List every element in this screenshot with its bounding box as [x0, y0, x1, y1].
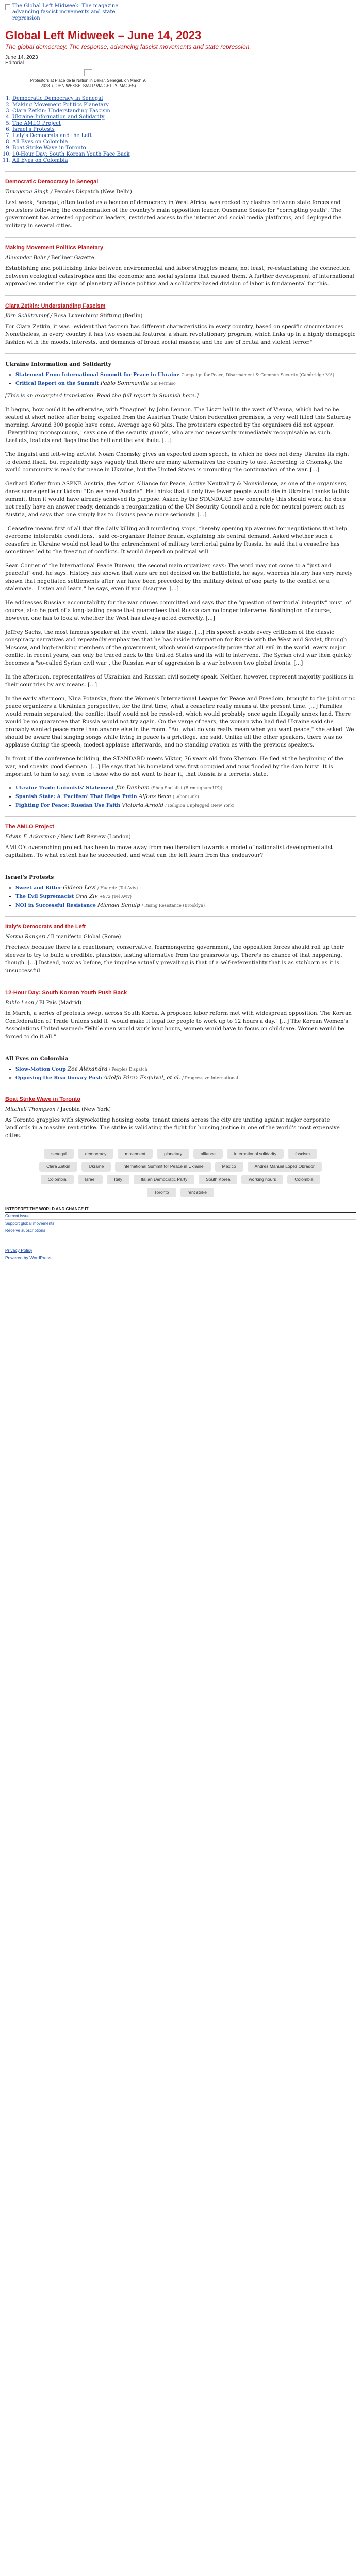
author: Norma Rangeri — [5, 934, 46, 940]
list-item — [15, 893, 356, 900]
section-title-colombia: All Eyes on Colombia — [5, 1056, 69, 1062]
tag[interactable]: fascism — [288, 1149, 317, 1159]
tag[interactable]: Israel — [78, 1175, 103, 1184]
paragraph: Last week, Senegal, often touted as a beacon of democracy in West Africa, was rocked by clashes between state forces and protesters following the condemnation of the country's main opposition leader, Ousmane Sonko for "corrupting youth". The government has arrested opposition leaders, restricted access to the internet and social media platforms, and deployed the military in several cities. — [5, 199, 342, 229]
publication: El País (Madrid) — [39, 1000, 82, 1006]
broken-image-icon — [5, 4, 10, 10]
translation-note: [This is an excerpted translation. Read the full report in Spanish here.] — [5, 393, 199, 399]
tag[interactable]: Andrés Manuel López Obrador — [248, 1162, 322, 1172]
site-logo[interactable] — [5, 3, 361, 22]
author: Pablo Leon — [5, 1000, 35, 1006]
toc-item[interactable]: 11. All Eyes on Colombia — [12, 158, 361, 164]
tag[interactable]: planetary — [157, 1149, 189, 1159]
paragraph: Gerhard Kofler from ASPNB Austria, the Action Alliance for Peace, Active Neutrality & Nonviolence, as one of the organisers, dares some gentle criticism: "Do we need Austria". He thinks that if only five fewer people would die in Ukraine thanks to this summit, then it would have already achieved its purpose. Asked by the STANDARD how concretely this should work, he does not really have an answer ready, demands a reorganization of the UN Security Council and a role for neutral powers such as Austria, and says that one simply has to discuss peace more seriously. [...] — [5, 481, 349, 518]
tag[interactable]: international solidarity — [227, 1149, 284, 1159]
article-link[interactable]: Opposing the Reactionary Push — [15, 1075, 102, 1081]
link-source: / Haaretz (Tel Aviv) — [97, 886, 138, 890]
link-source: Campaign for Peace, Disarmament & Common Security (Cambridge MA) — [181, 372, 335, 377]
hero-figure — [29, 69, 147, 89]
divider — [5, 171, 356, 172]
article-link[interactable]: Fighting For Peace: Russian Use Faith — [15, 803, 121, 808]
byline: Mitchell Thompson / Jacobin (New York) — [5, 1107, 111, 1112]
tag[interactable]: democracy — [78, 1149, 114, 1159]
paragraph: Precisely because there is a reactionary, conservative, fearmongering government, the opposition forces should roll up their sleeves to try to build a credible, plausible, lasting alternative from the grassroots up. There's no chance of that happening, though. [...] Instead, now as before, the impulse actually prevailing is that of a self-referentiality that is as stubborn as it is unsuccessful. — [5, 944, 344, 974]
paragraph: In front of the conference building, the STANDARD meets Viktor, 76 years old from Kherson. He fled at the beginning of the war, and speaks good German. [...] He says that his homeland was first occupied and now flooded by the dam burst. It is important to him to say, even to those who do not want to hear it, that Russia is a terrorist state. — [5, 756, 343, 777]
publication: Jacobin (New York) — [60, 1107, 111, 1112]
link-source: (Shop Socialist (Birmingham UK)) — [151, 786, 223, 790]
paragraph: Establishing and politicizing links between environmental and labor struggles means, not least, re-establishing the connection between ecological catastrophes and the economic and social systems that caused them. A further development of international approaches under the sign of planetary alliance politics and a solidarity-based division of labor is fundamental for this. — [5, 265, 354, 287]
privacy-policy-link[interactable]: Privacy Policy — [5, 1248, 32, 1253]
paragraph: In March, a series of protests swept across South Korea. A proposed labor reform met with widespread opposition. The Korean Confederation of Trade Unions said it "would make it legal for people to work up to 12 hours a day." [...] The Korean Women's Associations United warned: "While men would work long hours, women would have to focus on childcare. Women would be forced to do it all." — [5, 1010, 352, 1040]
list-item — [15, 1075, 356, 1081]
divider — [5, 916, 356, 917]
page — [0, 0, 361, 1262]
byline: Pablo Leon / El País (Madrid) — [5, 1000, 82, 1006]
editorial-label: Editorial — [5, 60, 24, 66]
divider — [5, 237, 356, 238]
article-link[interactable]: Critical Report on the Summit — [15, 381, 99, 386]
toc-item[interactable]: 7. Italy's Democrats and the Left — [12, 133, 361, 139]
author: Edwin F. Ackerman — [5, 834, 56, 840]
paragraph: AMLO's overarching project has been to move away from neoliberalism towards a model of nationalist developmentalist capitalism. To what extent has he succeeded, and what can the left learn from this endeavour? — [5, 844, 333, 858]
widget-link[interactable]: Current issue — [5, 1213, 356, 1220]
section-title-zetkin[interactable]: Clara Zetkin: Understanding Fascism — [5, 303, 106, 309]
divider — [5, 816, 356, 817]
toc-item[interactable]: 9. Boat Strike Wave in Toronto — [12, 145, 361, 151]
section-title-israel: Israel's Protests — [5, 874, 54, 880]
link-list — [5, 785, 356, 809]
byline: Tanagerza Singh / Peoples Dispatch (New Delhi) — [5, 189, 132, 195]
widget-link[interactable]: Receive subscriptions — [5, 1227, 356, 1234]
link-speaker: Alfons Bech — [138, 793, 171, 800]
tag[interactable]: Italy — [107, 1175, 129, 1184]
publication: Berliner Gazette — [51, 255, 94, 261]
paragraph: He addresses Russia's accountability for the war crimes committed and says that the "question of territorial integrity" must, of course, also be part of a long-lasting peace that guarantees that Russia can no longer intervene. Boothington of course, however, one has to look at whether the West has always acted correctly. [...] — [5, 600, 351, 621]
link-speaker: Adolfo Pérez Esquivel, et al. — [103, 1075, 181, 1081]
link-speaker: Jim Denham — [116, 785, 150, 791]
tag[interactable]: Mexico — [215, 1162, 243, 1172]
link-source: / Religion Unplugged (New York) — [165, 803, 235, 808]
issue-date: June 14, 2023 — [5, 55, 38, 60]
toc-item[interactable]: 6. Israel's Protests — [12, 127, 361, 133]
link-source: / Peoples Dispatch — [109, 1067, 147, 1072]
toc-item[interactable]: 2. Making Movement Politics Planetary — [12, 102, 361, 108]
link-source: / Rising Resistance (Brooklyn) — [141, 903, 205, 908]
toc-item[interactable]: 1. Democratic Democracy in Senegal — [12, 96, 361, 102]
article-link[interactable]: Ukraine Trade Unionists' Statement — [15, 785, 114, 791]
section-title-italy[interactable]: Italy's Democrats and the Left — [5, 924, 86, 930]
paragraph: Jeffrey Sachs, the most famous speaker at the event, takes the stage. [...] His speech avoids every criticism of the classic conspiracy narratives and repeatedly emphasizes that he has inside information for Russia with the West and Soviet, through Moscow, and high-ranking members of the government, which would supposedly prove that all evil in the world, every major conflict in recent years, can only be traced back to the United States and its will to intervene. The Syrian civil war then quickly becomes a "so-called Syrian civil war", the Russian war of aggression is a war between two global fronts. [...] — [5, 629, 352, 666]
article-link[interactable]: NOI in Successful Resistance — [15, 903, 96, 908]
tag[interactable]: Colombia — [287, 1175, 320, 1184]
section-title-ukraine: Ukraine Information and Solidarity — [5, 361, 111, 367]
list-item — [15, 371, 356, 378]
link-list — [5, 885, 356, 909]
link-source: / Progressive International — [182, 1076, 238, 1080]
list-item — [15, 1066, 356, 1073]
tag[interactable]: rent strike — [180, 1188, 214, 1197]
paragraph: The linguist and left-wing activist Noam Chomsky gives an expected zoom speech, in which he does not deny Ukraine its right to defend itself, but repeatedly says vaguely that there are many alternatives the country to use. According to Chomsky, the world community is ready for peace in Ukraine, but the United States is promoting the continuation of the war. [...] — [5, 451, 350, 473]
tag[interactable]: Ukraine — [81, 1162, 111, 1172]
section-title-toronto[interactable]: Boat Strike Wave in Toronto — [5, 1096, 81, 1103]
section-title-senegal[interactable]: Democratic Democracy in Senegal — [5, 179, 99, 185]
tag-cloud — [5, 1149, 356, 1197]
tag[interactable]: working hours — [241, 1175, 283, 1184]
link-speaker: Michael Schulp — [97, 902, 140, 908]
author: Mitchell Thompson — [5, 1107, 56, 1112]
hero-caption: Protestors at Place de la Nation in Dakar, Senegal, on March 9, 2023. (JOHN WESSELS/AFP VIA GETTY IMAGES) — [30, 78, 146, 88]
link-source: +972 (Tel Aviv) — [99, 894, 132, 899]
publication: New Left Review (London) — [61, 834, 131, 840]
paragraph: For Clara Zetkin, it was "evident that fascism has different characteristics in every country, based on specific circumstances. Nonetheless, in every country it has two essential features: a sham revolutionary program, which links up in a highly demagogic fashion with the moods, interests, and demands of broad social masses; and the use of brutal and violent terror." — [5, 324, 356, 345]
link-speaker: Orel Ziv — [75, 893, 98, 900]
section-title-korea[interactable]: 12-Hour Day: South Korean Youth Push Back — [5, 990, 127, 996]
tag[interactable]: senegal — [44, 1149, 74, 1159]
list-item — [15, 802, 356, 809]
list-item — [15, 885, 356, 891]
tag[interactable]: Clara Zetkin — [39, 1162, 77, 1172]
author: Tanagerza Singh — [5, 189, 50, 195]
tag[interactable]: movement — [118, 1149, 153, 1159]
paragraph: As Toronto grapples with skyrocketing housing costs, tenant unions across the city are uniting against major corporate landlords in a massive rent strike. The strike is validating the fight for housing justice in one of the world's most expensive cities. — [5, 1117, 340, 1139]
tag[interactable]: Italian Democratic Party — [134, 1175, 194, 1184]
author: Jörn Schütrumpf — [5, 313, 49, 319]
widget-header: INTERPRET THE WORLD AND CHANGE IT — [5, 1207, 356, 1213]
link-source: Sin Permiso — [151, 381, 176, 386]
list-item — [15, 785, 356, 791]
link-speaker: Pablo Sommaville — [100, 380, 150, 386]
site-footer — [5, 1248, 356, 1260]
tag[interactable]: South Korea — [199, 1175, 237, 1184]
widget-link[interactable]: Support global movements — [5, 1220, 356, 1227]
publication: Il manifesto Global (Rome) — [51, 934, 121, 940]
article-link[interactable]: Sweet and Bitter — [15, 885, 62, 891]
toc-item[interactable]: 3. Clara Zetkin: Understanding Fascism — [12, 108, 361, 114]
author: Alexander Behr — [5, 255, 46, 261]
publication: Rosa Luxemburg Stiftung (Berlin) — [54, 313, 143, 319]
article-link[interactable]: The Evil Supremacist — [15, 894, 74, 900]
section-title-amlo[interactable]: The AMLO Project — [5, 824, 54, 830]
powered-by-link[interactable]: Powered by WordPress — [5, 1255, 52, 1260]
paragraph: In the early afternoon, Nina Potarska, from the Women's International League for Peace and Freedom, brought to the joint or no peace organizers a Ukrainian perspective, for the first time, what a ceasefire really means at the present time. [...] Families would remain separated; the conflict itself would not be resolved, which would probably once again illegally annex land. There would be no guarantee that Russia would not try again. On the verge of tears, the woman who had fled Ukraine said she probably wanted peace more than anyone else in the room. "But what do you really mean when you want peace," she asked. We should be aware that singing songs while living in peace is a privilege, she said. Unlike all the other speakers, there was no applause during the speech, modest applause afterwards, and no standing ovation as with the previous speakers. — [5, 696, 356, 748]
paragraph: In the afternoon, representatives of Ukrainian and Russian civil society speak. Neither, however, represent majority positions in their countries by any means. [...] — [5, 674, 354, 688]
list-item — [15, 793, 356, 800]
byline: Jörn Schütrumpf / Rosa Luxemburg Stiftung (Berlin) — [5, 313, 143, 319]
page-subtitle: The global democracy. The response, advancing fascist movements and state repression. — [5, 43, 251, 50]
link-source: (Labor Link) — [172, 794, 199, 799]
paragraph: "Ceasefire means first of all that the daily killing and murdering stops, thereby opening up avenues for negotiations that help overcome intolerable conditions," said co-organizer Reiner Braun, explaining his central demand. Asked whether such a ceasefire in Ukraine would not lead to the entrenchment of military territorial gains by Russia, he said that a ceasefire has sometimes led to the freezing of conflicts. It would depend on political will. — [5, 526, 347, 555]
toc-item[interactable]: 5. The AMLO Project — [12, 121, 361, 127]
section-title-planetary[interactable]: Making Movement Politics Planetary — [5, 245, 104, 251]
tag[interactable]: Toronto — [147, 1188, 176, 1197]
list-item — [15, 902, 356, 909]
byline: Alexander Behr / Berliner Gazette — [5, 255, 94, 261]
link-speaker: Zoe Alexandra — [67, 1066, 108, 1072]
toc-item[interactable]: 4. Ukraine Information and Solidarity — [12, 114, 361, 121]
tag[interactable]: alliance — [193, 1149, 223, 1159]
widget-box — [5, 1207, 356, 1234]
table-of-contents — [5, 96, 361, 164]
toc-item[interactable]: 10. 10-Hour Day: South Korean Youth Face Back — [12, 151, 361, 158]
article-link[interactable]: Spanish State: A 'Pacifism' That Helps Putin — [15, 794, 137, 800]
article-link[interactable]: Slow-Motion Coup — [15, 1066, 66, 1072]
article-link[interactable]: Statement From International Summit for Peace in Ukraine — [15, 372, 180, 378]
byline: Edwin F. Ackerman / New Left Review (London) — [5, 834, 131, 840]
link-speaker: Gideon Levi — [63, 885, 96, 891]
tag[interactable]: Colombia — [41, 1175, 74, 1184]
page-title: Global Left Midweek – June 14, 2023 — [5, 29, 202, 42]
link-list — [5, 1066, 356, 1081]
link-list — [5, 371, 356, 387]
broken-image-icon — [84, 69, 92, 76]
list-item — [15, 380, 356, 387]
site-logo-alt[interactable]: The Global Left Midweek: The magazine advancing fascist movements and state repression — [12, 3, 119, 21]
byline: Norma Rangeri / Il manifesto Global (Rome) — [5, 934, 121, 940]
tag[interactable]: International Summit for Peace in Ukraine — [115, 1162, 210, 1172]
divider — [5, 353, 356, 354]
divider — [5, 295, 356, 296]
publication: Peoples Dispatch (New Delhi) — [54, 189, 132, 195]
toc-item[interactable]: 8. All Eyes on Colombia — [12, 139, 361, 145]
link-speaker: Victoria Arnold — [122, 802, 164, 808]
paragraph: It begins, how could it be otherwise, with "Imagine" by John Lennon. The Lisztt hall in the west of Vienna, which had to be seated at short notice after being expelled from the Austrian Trade Union Federation premises, is very well filled this Saturday morning. Around 300 people have come. Average age 60 plus. The protesters expected by the organisers did not appear. "Everything inconspicuous," says one of the security guards, who are not necessarily immediately recognisable as such. Leaflets, leaflets and flags line the hall and the vestibule. [...] — [5, 406, 352, 444]
paragraph: Sean Conner of the International Peace Bureau, the second main organizer, says: The word may not come to a "just and peaceful" end, he says. History has shown that wars are not decided on the battlefield, he says, whereas history has very rarely shown that negotiated settlements after war have been preceded by the military defeat of one party to the conflict or a stalemate. "Listen and learn," he says, even if you disagree. [...] — [5, 563, 353, 592]
